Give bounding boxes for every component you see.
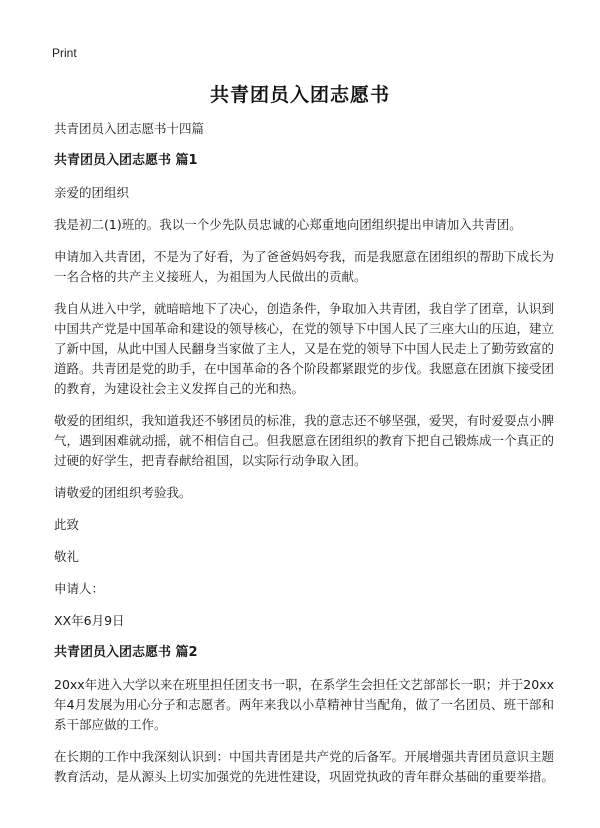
section-heading-1: 共青团员入团志愿书 篇1 [54,153,198,168]
document-body [54,119,554,799]
paragraph: 我是初二(1)班的。我以一个少先队员忠诚的心郑重地向团组织提出申请加入共青团。 [54,217,522,232]
applicant-label: 申请人： [54,581,105,596]
salutation: 亲爱的团组织 [54,185,130,200]
paragraph: 请敬爱的团组织考验我。 [54,485,192,500]
page-title: 共青团员入团志愿书 [209,84,390,106]
paragraph: 申请加入共青团，不是为了好看，为了爸爸妈妈夸我，而是我愿意在团组织的帮助下成长为一名合格的共产主义接班人，为祖国为人民做出的贡献。 [54,249,555,284]
paragraph: 在长期的工作中我深刻认识到：中国共青团是共产党的后备军。开展增强共青团员意识主题教育活动，是从源头上切实加强党的先进性建设，巩固党执政的青年群众基础的重要举措。 [54,749,555,784]
paragraph: 敬爱的团组织，我知道我还不够团员的标准，我的意志还不够坚强，爱哭，有时爱耍点小脾气，遇到困难就动摇，就不相信自己。但我愿意在团组织的教育下把自己锻炼成一个真正的过硬的好学生，把青春献给祖国，以实际行动争取入团。 [54,413,555,468]
document-subtitle: 共青团员入团志愿书十四篇 [54,121,205,136]
paragraph: 我自从进入中学，就暗暗地下了决心，创造条件，争取加入共青团，我自学了团章，认识到中国共产党是中国革命和建设的领导核心，在党的领导下中国人民了三座大山的压迫，建立了新中国，从此中国人民翻身当家做了主人，又是在党的领导下中国人民走上了勤劳致富的道路。共青团是党的助手，在中国革命的各个阶段都紧跟党的步伐。我愿意在团旗下接受团的教育，为建设社会主义发挥自己的光和热。 [54,301,555,396]
paragraph: 20xx年进入大学以来在班里担任团支书一职，在系学生会担任文艺部部长一职；并于20xx年4月发展为用心分子和志愿者。两年来我以小草精神甘当配角，做了一名团员、班干部和系干部应做的工作。 [54,677,554,732]
closing-line: 敬礼 [54,549,80,564]
section-heading-2: 共青团员入团志愿书 篇2 [54,645,198,660]
print-link[interactable]: Print [52,46,77,60]
closing-line: 此致 [54,517,80,532]
date-line: XX年6月9日 [54,613,125,628]
